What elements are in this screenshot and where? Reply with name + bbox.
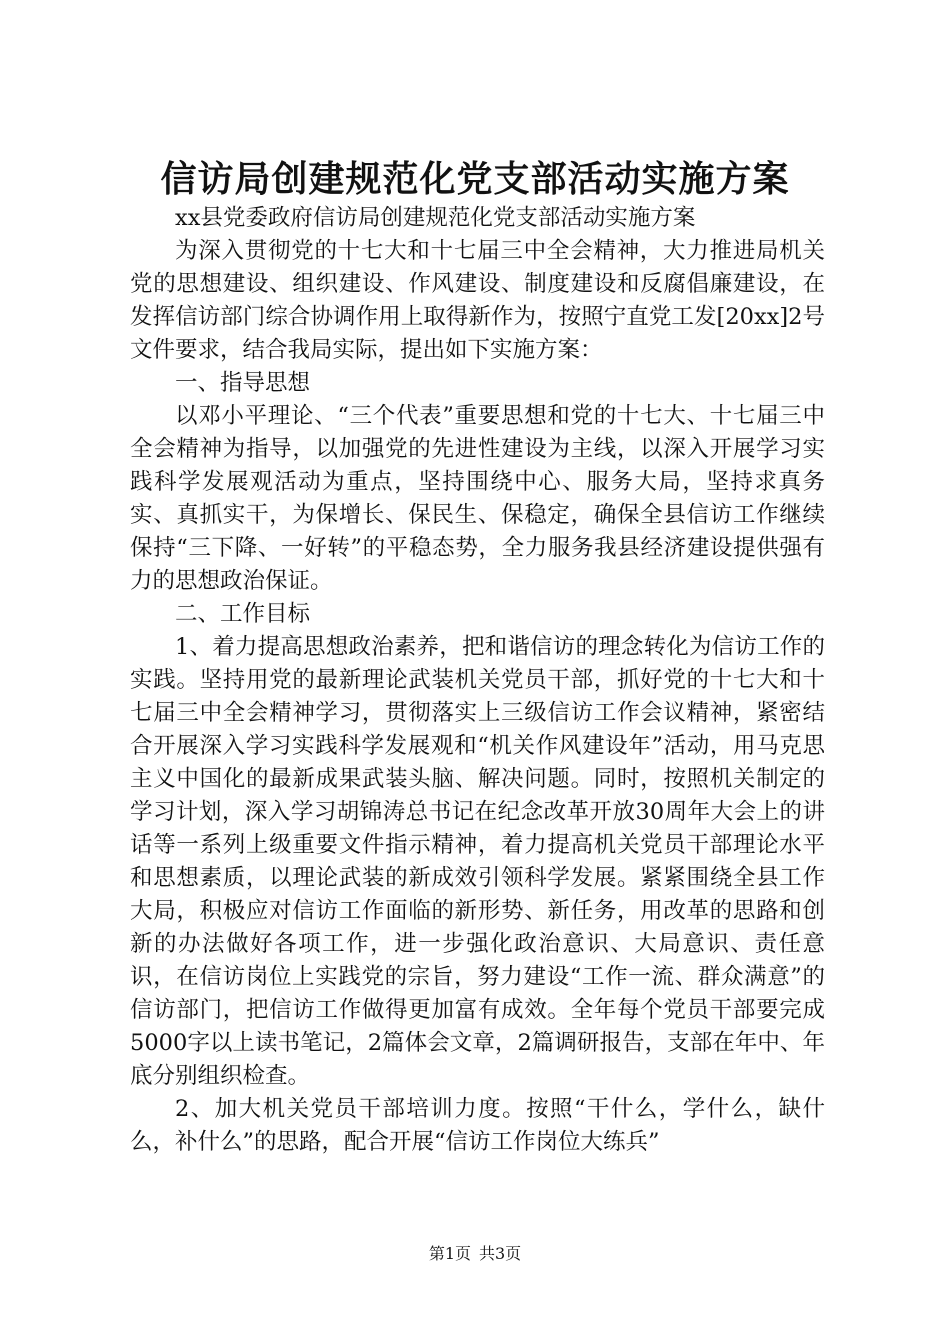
document-title: 信访局创建规范化党支部活动实施方案: [160, 159, 790, 200]
work-goal-1-paragraph: 1、着力提高思想政治素养，把和谐信访的理念转化为信访工作的实践。坚持用党的最新理论武装机关党员干部，抓好党的十七大和十七届三中全会精神学习，贯彻落实上三级信访工作会议精神，紧密结合开展深入学习实践科学发展观和“机关作风建设年”活动，用马克思主义中国化的最新成果武装头脑、解决问题。同时，按照机关制定的学习计划，深入学习胡锦涛总书记在纪念改革开放30周年大会上的讲话等一系列上级重要文件指示精神，着力提高机关党员干部理论水平和思想素质，以理论武装的新成效引领科学发展。紧紧围绕全县工作大局，积极应对信访工作面临的新形势、新任务，用改革的思路和创新的办法做好各项工作，进一步强化政治意识、大局意识、责任意识，在信访岗位上实践党的宗旨，努力建设“工作一流、群众满意”的信访部门，把信访工作做得更加富有成效。全年每个党员干部要完成5000字以上读书笔记，2篇体会文章，2篇调研报告，支部在年中、年底分别组织检查。: [130, 634, 825, 1089]
subtitle-paragraph: xx县党委政府信访局创建规范化党支部活动实施方案: [175, 205, 696, 231]
page-number: 第1页: [428, 1244, 471, 1263]
page-footer: [0, 1243, 950, 1265]
section-heading-guiding-ideology: 一、指导思想: [175, 370, 311, 396]
guiding-ideology-paragraph: 以邓小平理论、“三个代表”重要思想和党的十七大、十七届三中全会精神为指导，以加强党的先进性建设为主线，以深入开展学习实践科学发展观活动为重点，坚持围绕中心、服务大局，坚持求真务实、真抓实干，为保增长、保民生、保稳定，确保全县信访工作继续保持“三下降、一好转”的平稳态势，全力服务我县经济建设提供强有力的思想政治保证。: [130, 403, 825, 594]
intro-paragraph: 为深入贯彻党的十七大和十七届三中全会精神，大力推进局机关党的思想建设、组织建设、作风建设、制度建设和反腐倡廉建设，在发挥信访部门综合协调作用上取得新作为，按照宁直党工发[20xx]2号文件要求，结合我局实际，提出如下实施方案：: [130, 238, 825, 363]
section-heading-work-goals: 二、工作目标: [175, 601, 311, 627]
document-body: [130, 202, 825, 1159]
work-goal-2-paragraph: 2、加大机关党员干部培训力度。按照“干什么，学什么，缺什么，补什么”的思路，配合开展“信访工作岗位大练兵”: [130, 1096, 825, 1155]
page-total: 共3页: [479, 1244, 522, 1263]
